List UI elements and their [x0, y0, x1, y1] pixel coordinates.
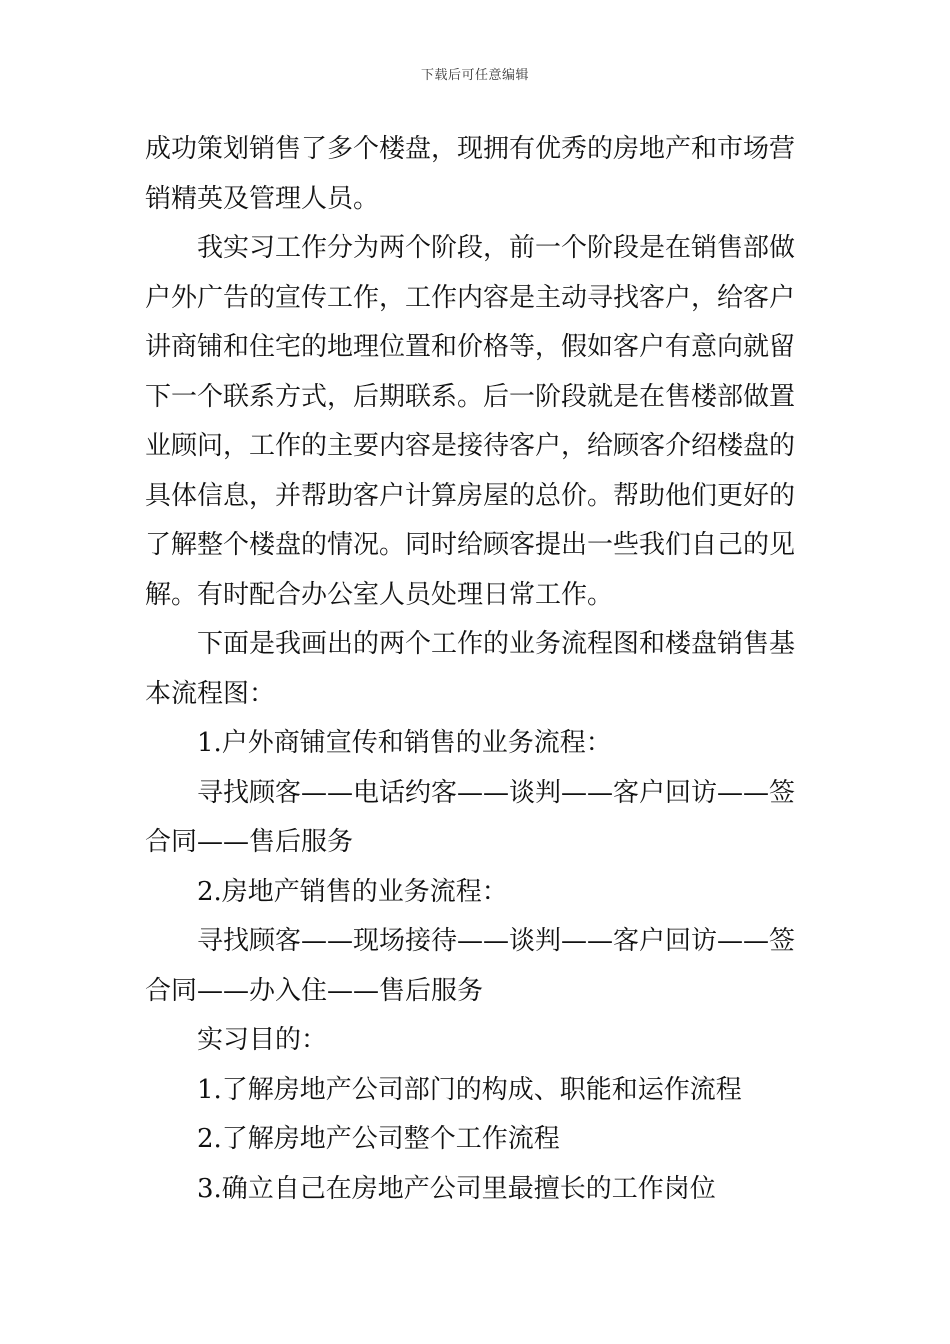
process-heading-2: 2.房地产销售的业务流程：	[197, 876, 508, 907]
body-line-6: 下一个联系方式，后期联系。后一阶段就是在售楼部做置	[145, 381, 796, 412]
purpose-heading: 实习目的：	[197, 1025, 328, 1055]
document-body	[145, 125, 810, 1214]
purpose-item-3: 3.确立自己在房地产公司里最擅长的工作岗位	[197, 1173, 716, 1204]
purpose-item-2: 2.了解房地产公司整个工作流程	[197, 1124, 560, 1154]
body-line-1: 成功策划销售了多个楼盘，现拥有优秀的房地产和市场营	[145, 134, 796, 164]
purpose-item-1: 1.了解房地产公司部门的构成、职能和运作流程	[197, 1074, 742, 1105]
process-flow-1-line-1: 寻找顾客——电话约客——谈判——客户回访——签	[197, 777, 796, 808]
body-line-11: 下面是我画出的两个工作的业务流程图和楼盘销售基	[197, 629, 796, 659]
body-line-12: 本流程图：	[145, 678, 276, 709]
body-line-5: 讲商铺和住宅的地理位置和价格等，假如客户有意向就留	[145, 332, 796, 362]
body-line-8: 具体信息，并帮助客户计算房屋的总价。帮助他们更好的	[145, 480, 796, 511]
body-line-2: 销精英及管理人员。	[145, 183, 380, 214]
process-flow-2-line-1: 寻找顾客——现场接待——谈判——客户回访——签	[197, 926, 796, 956]
body-line-4: 户外广告的宣传工作，工作内容是主动寻找客户，给客户	[145, 282, 796, 313]
process-flow-2-line-2: 合同——办入住——售后服务	[145, 975, 484, 1006]
process-heading-1: 1.户外商铺宣传和销售的业务流程：	[197, 728, 612, 758]
body-line-3: 我实习工作分为两个阶段，前一个阶段是在销售部做	[197, 233, 796, 263]
process-flow-1-line-2: 合同——售后服务	[145, 827, 354, 857]
body-line-7: 业顾问，工作的主要内容是接待客户，给顾客介绍楼盘的	[145, 431, 796, 461]
page-header-note: 下载后可任意编辑	[420, 68, 529, 83]
body-line-9: 了解整个楼盘的情况。同时给顾客提出一些我们自己的见	[145, 530, 796, 560]
body-line-10: 解。有时配合办公室人员处理日常工作。	[145, 579, 614, 610]
